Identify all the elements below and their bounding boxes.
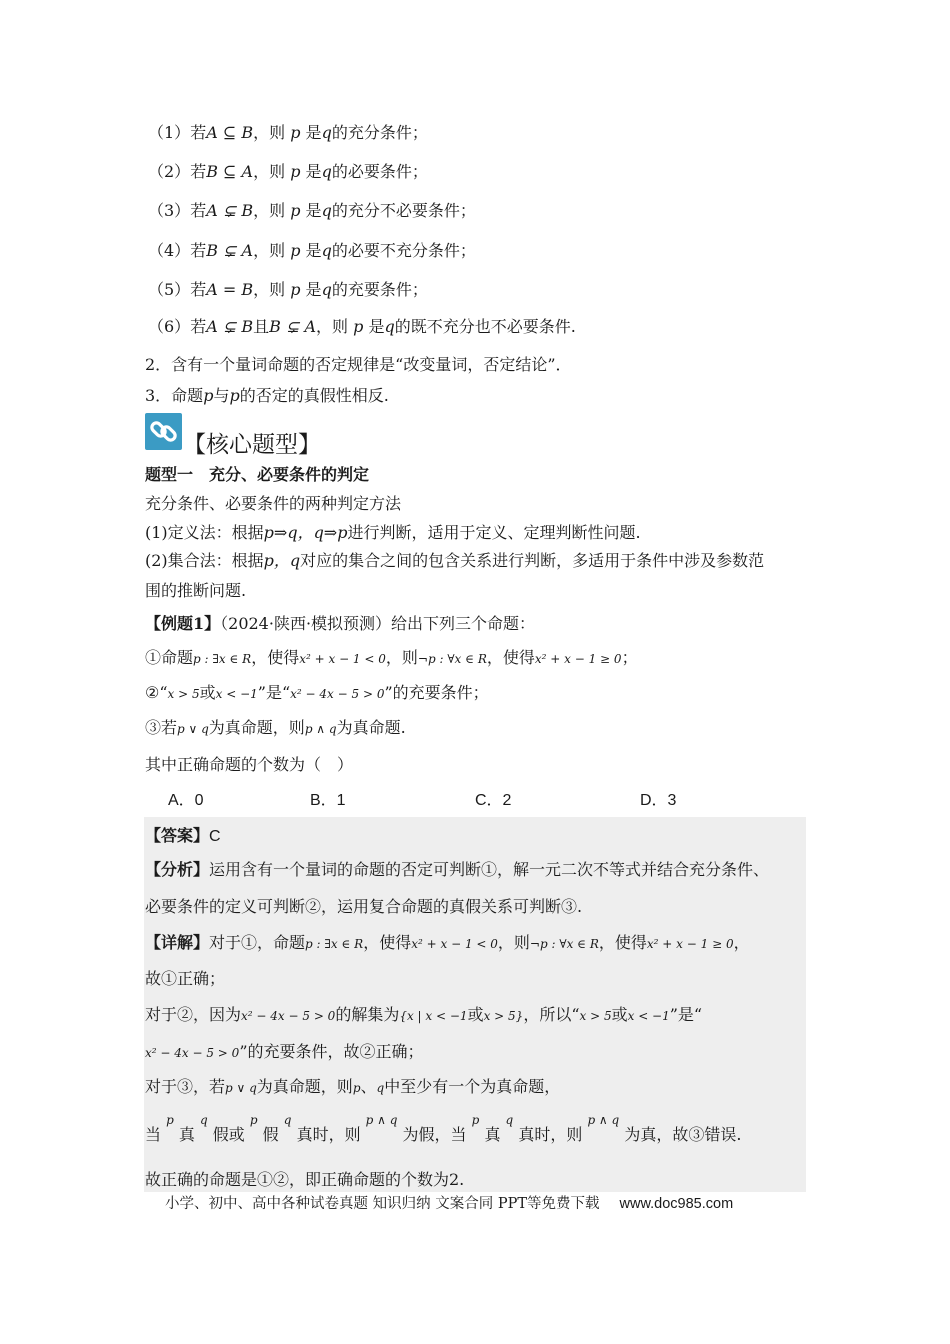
intro-item-3: （3）若A ⊊ B，则 p 是q的充分不必要条件；: [148, 201, 476, 220]
section-heading: 【核心题型】: [183, 432, 321, 458]
method-title: 充分条件、必要条件的两种判定方法: [145, 494, 402, 513]
rule-3: 3．命题p与p的否定的真假性相反.: [145, 386, 389, 405]
footer-url[interactable]: www.doc985.com: [619, 1196, 734, 1212]
method-2: (2)集合法：根据p，q对应的集合之间的包含关系进行判断，多适用于条件中涉及参数范: [145, 551, 765, 570]
detail-line-1: 【详解】对于①，命题p : ∃x ∈ R，使得x² + x − 1 < 0，则¬p : ∀x ∈ R，使得x² + x − 1 ≥ 0，: [145, 933, 750, 952]
proposition-3: ③若p ∨ q为真命题，则p ∧ q为真命题.: [145, 718, 406, 737]
detail-line-2b: x² − 4x − 5 > 0”的充要条件，故②正确；: [145, 1042, 424, 1061]
intro-item-5: （5）若A = B，则 p 是q的充要条件；: [148, 280, 428, 299]
detail-line-3: 对于③，若p ∨ q为真命题，则p、q中至少有一个为真命题，: [145, 1077, 561, 1096]
analysis-line-2: 必要条件的定义可判断②，运用复合命题的真假关系可判断③.: [145, 897, 583, 916]
question: 其中正确命题的个数为（ ）: [145, 755, 354, 774]
link-icon: [145, 413, 182, 450]
option-d: D．3: [640, 792, 677, 809]
type-title: 题型一 充分、必要条件的判定: [145, 465, 370, 484]
proposition-1: ①命题p : ∃x ∈ R，使得x² + x − 1 < 0，则¬p : ∀x ∈ R，使得x² + x − 1 ≥ 0；: [145, 648, 638, 667]
rule-2: 2．含有一个量词命题的否定规律是“改变量词，否定结论”．: [145, 355, 572, 374]
option-b: B．1: [310, 792, 346, 809]
intro-item-1: （1）若A ⊆ B，则 p 是q的充分条件；: [148, 123, 428, 142]
proposition-2: ②“x > 5或x < −1”是“x² − 4x − 5 > 0”的充要条件；: [145, 683, 489, 702]
example-header: 【例题1】（2024·陕西·模拟预测）给出下列三个命题：: [145, 614, 536, 633]
detail-line-2: 对于②，因为x² − 4x − 5 > 0的解集为{x | x < −1或x > 5}，所以“x > 5或x < −1”是“: [145, 1005, 703, 1024]
method-2-cont: 围的推断问题.: [145, 581, 247, 600]
option-c: C．2: [475, 792, 512, 809]
footer: [165, 1192, 733, 1213]
conclusion: 故正确的命题是①②，即正确命题的个数为2.: [145, 1170, 465, 1189]
intro-item-2: （2）若B ⊆ A，则 p 是q的必要条件；: [148, 162, 428, 181]
detail-line-1b: 故①正确；: [145, 969, 226, 988]
intro-item-4: （4）若B ⊊ A，则 p 是q的必要不充分条件；: [148, 241, 476, 260]
footer-text: 小学、初中、高中各种试卷真题 知识归纳 文案合同 PPT等免费下载: [165, 1196, 600, 1212]
option-a: A．0: [168, 792, 204, 809]
intro-item-6: （6）若A ⊊ B且B ⊊ A，则 p 是q的既不充分也不必要条件.: [148, 317, 576, 336]
method-1: (1)定义法：根据p⇒q，q⇒p进行判断，适用于定义、定理判断性问题.: [145, 523, 641, 542]
analysis-line-1: 【分析】运用含有一个量词的命题的否定可判断①，解一元二次不等式并结合充分条件、: [145, 860, 770, 879]
answer: 【答案】C: [145, 826, 221, 845]
detail-line-4: 当 $^p$ 真 $^q$ 假或 $^p$ 假 $^q$ 真时，则 $^{p \wedge q}$ 为假，当 $^p$ 真 $^q$ 真时，则 $^{p \wedge q}$ 为真，故③错误.: [145, 1113, 742, 1144]
